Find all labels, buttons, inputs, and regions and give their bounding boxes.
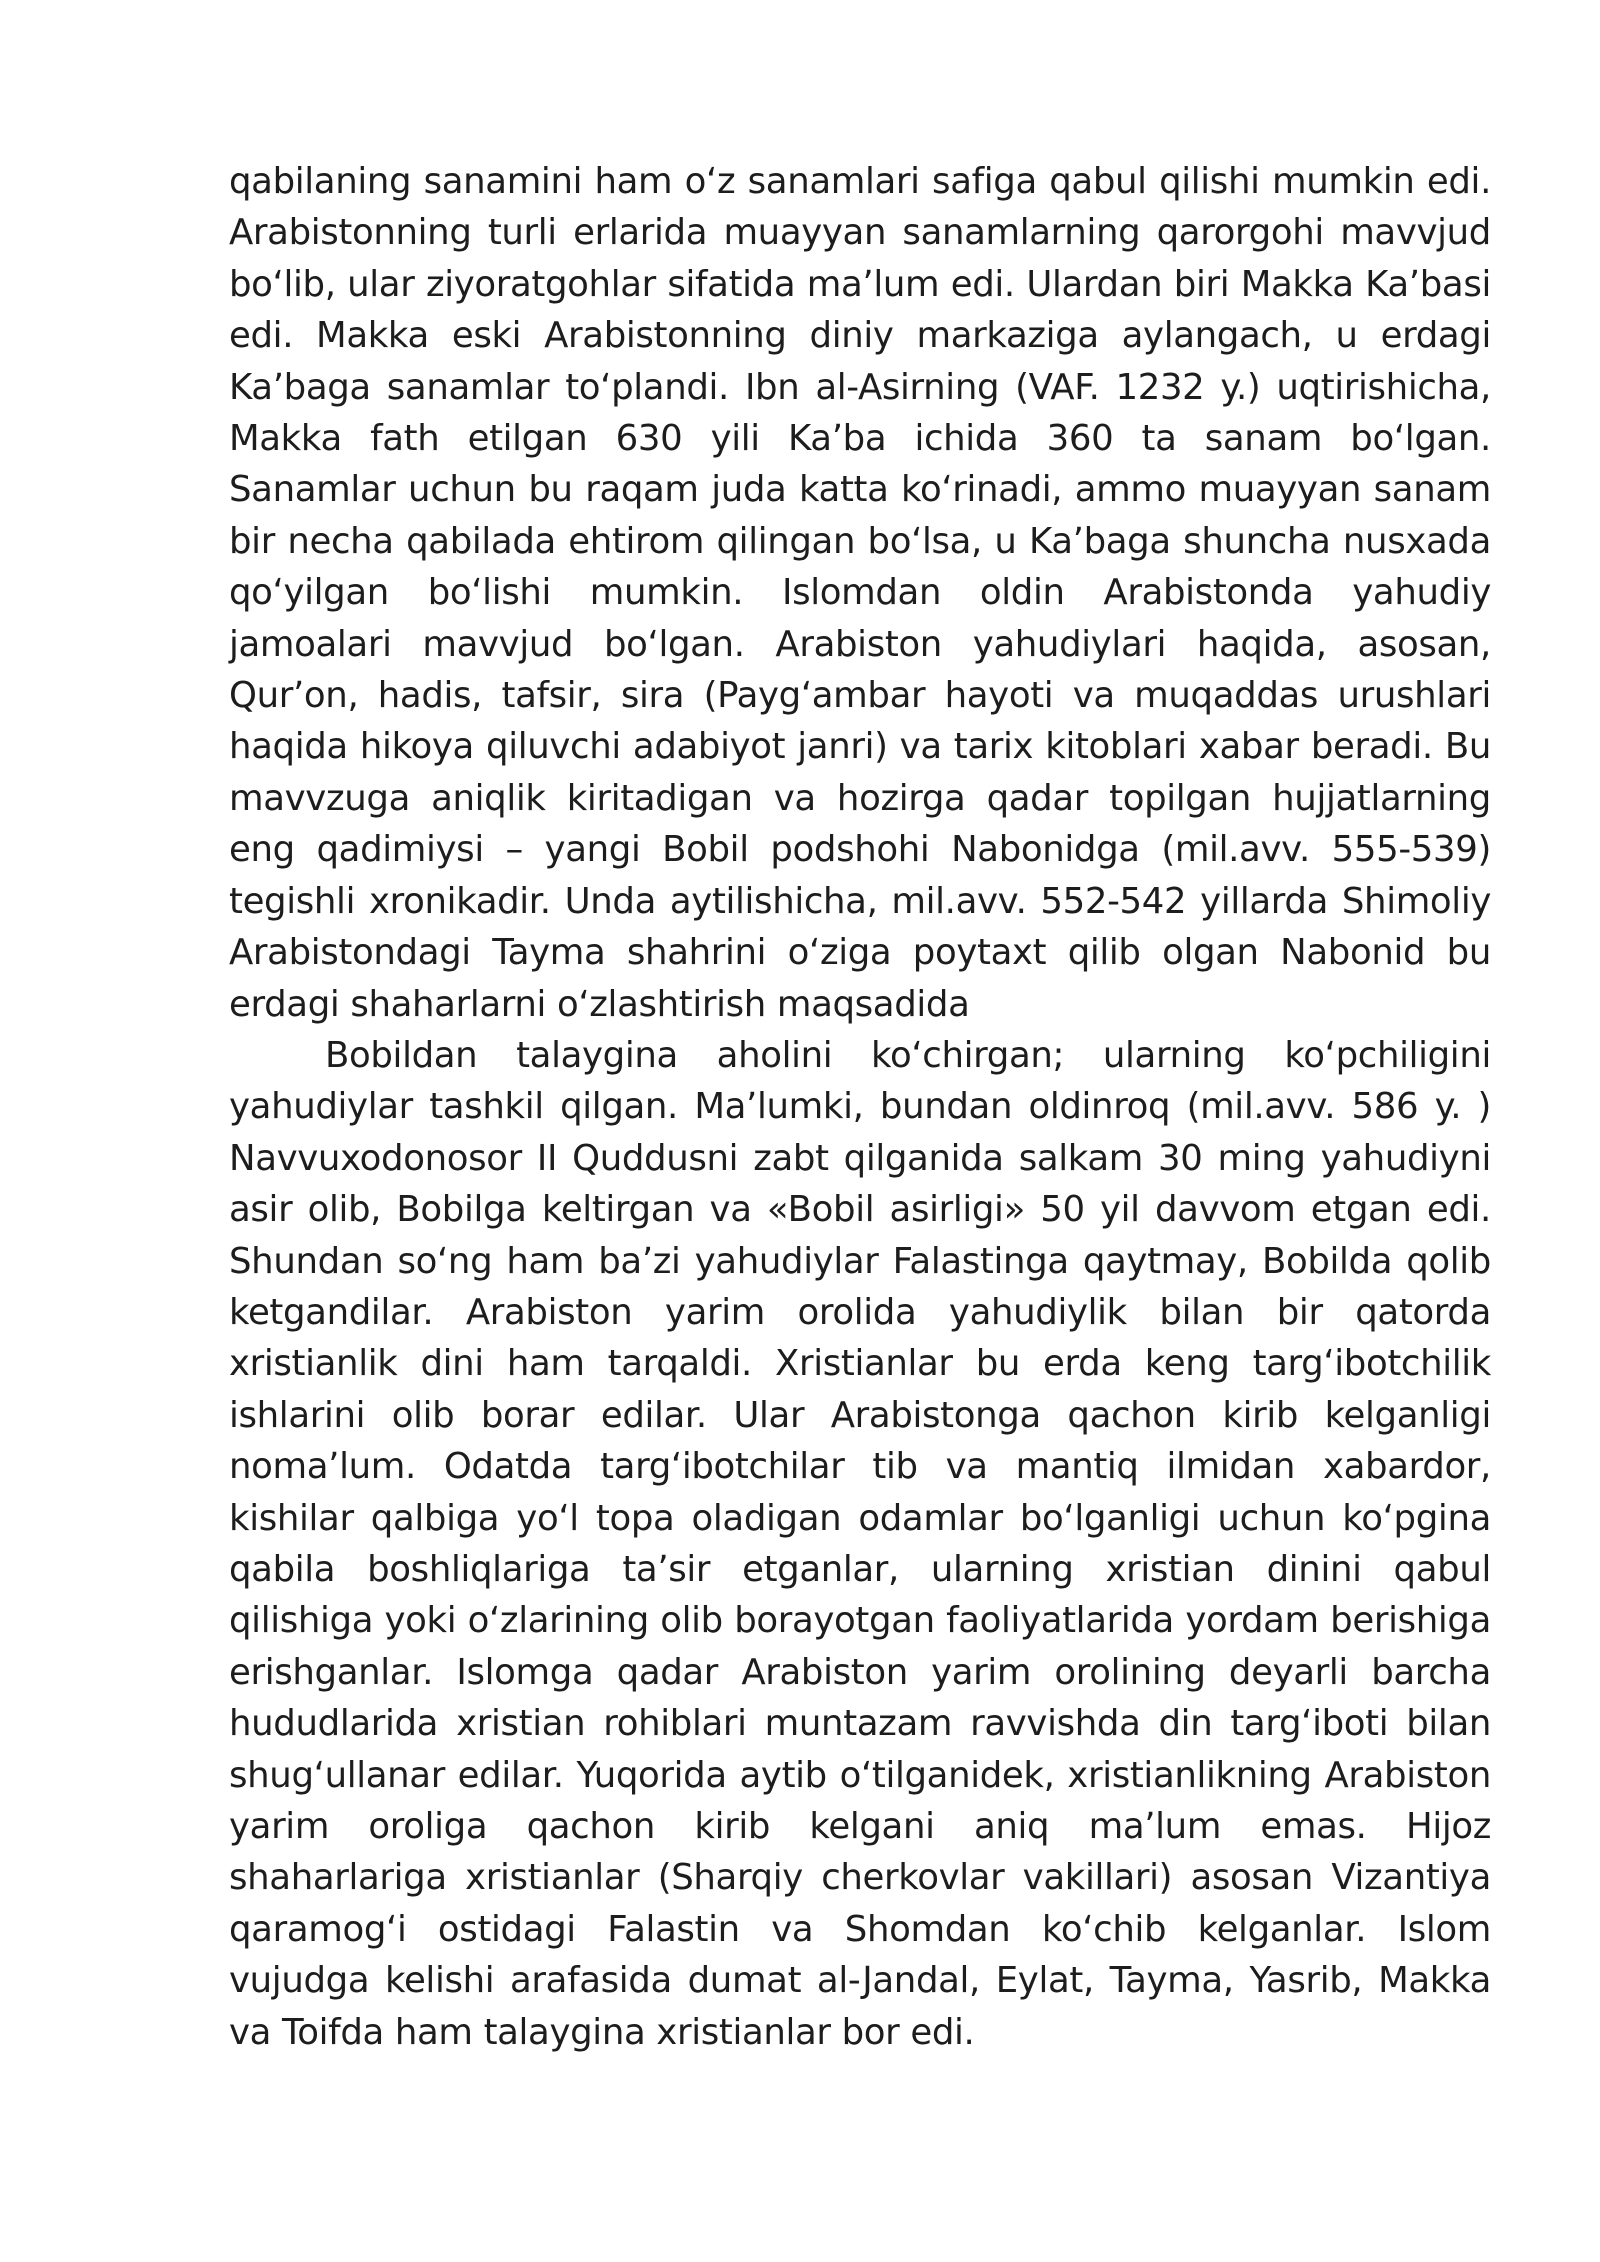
paragraph-bobil-xristianlar: Bobildan talaygina aholini ko‘chirgan; ularning ko‘pchiligini yahudiylar tashkil qilgan. Ma’lumki, bundan oldinroq (mil.avv. 586 y. ) Navvuxodonosor II Quddusni zabt qilganida salkam 30 ming yahudiyni asir olib, Bobilga keltirgan va «Bobil asirligi» 50 yil davvom etgan edi. Shundan so‘ng ham ba’zi yahudiylar Falastinga qaytmay, Bobilda qolib ketgandilar. Arabiston yarim orolida yahudiylik bilan bir qatorda xristianlik dini ham tarqaldi. Xristianlar bu erda keng targ‘ibotchilik ishlarini olib borar edilar. Ular Arabistonga qachon kirib kelganligi noma’lum. Odatda targ‘ibotchilar tib va mantiq ilmidan xabardor, kishilar qalbiga yo‘l topa oladigan odamlar bo‘lganligi uchun ko‘pgina qabila boshliqlariga ta’sir etganlar, ularning xristian dinini qabul qilishiga yoki o‘zlarining olib borayotgan faoliyatlarida yordam berishiga erishganlar. Islomga qadar Arabiston yarim orolining deyarli barcha hududlarida xristian rohiblari muntazam ravvishda din targ‘iboti bilan shug‘ullanar edilar. Yuqorida aytib o‘tilganidek, xristianlikning Arabiston yarim oroliga qachon kirib kelgani aniq ma’lum emas. Hijoz shaharlariga xristianlar (Sharqiy cherkovlar vakillari) asosan Vizantiya qaramog‘i ostidagi Falastin va Shomdan ko‘chib kelganlar. Islom vujudga kelishi arafasida dumat al-Jandal, Eylat, Tayma, Yasrib, Makka va Toifda ham talaygina xristianlar bor edi. — [229, 1034, 1491, 2053]
body-text — [229, 156, 1491, 2058]
paragraph-sanamlar-yahudiylar: qabilaning sanamini ham o‘z sanamlari safiga qabul qilishi mumkin edi. Arabistonning turli erlarida muayyan sanamlarning qarorgohi mavvjud bo‘lib, ular ziyoratgohlar sifatida ma’lum edi. Ulardan biri Makka Ka’basi edi. Makka eski Arabistonning diniy markaziga aylangach, u erdagi Ka’baga sanamlar to‘plandi. Ibn al-Asirning (VAF. 1232 y.) uqtirishicha, Makka fath etilgan 630 yili Ka’ba ichida 360 ta sanam bo‘lgan. Sanamlar uchun bu raqam juda katta ko‘rinadi, ammo muayyan sanam bir necha qabilada ehtirom qilingan bo‘lsa, u Ka’baga shuncha nusxada qo‘yilgan bo‘lishi mumkin. Islomdan oldin Arabistonda yahudiy jamoalari mavvjud bo‘lgan. Arabiston yahudiylari haqida, asosan, Qur’on, hadis, tafsir, sira (Payg‘ambar hayoti va muqaddas urushlari haqida hikoya qiluvchi adabiyot janri) va tarix kitoblari xabar beradi. Bu mavvzuga aniqlik kiritadigan va hozirga qadar topilgan hujjatlarning eng qadimiysi – yangi Bobil podshohi Nabonidga (mil.avv. 555-539) tegishli xronikadir. Unda aytilishicha, mil.avv. 552-542 yillarda Shimoliy Arabistondagi Tayma shahrini o‘ziga poytaxt qilib olgan Nabonid bu erdagi shaharlarni o‘zlashtirish maqsadida — [229, 161, 1491, 1025]
